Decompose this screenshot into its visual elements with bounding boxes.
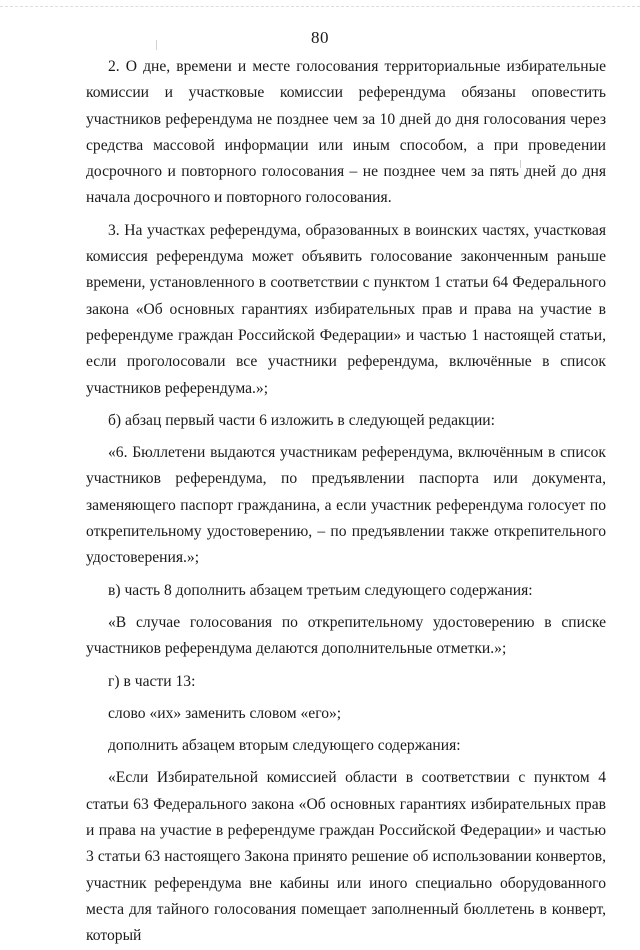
paragraph-word-replace: слово «их» заменить словом «его»;: [108, 704, 342, 722]
paragraph-clause-2: 2. О дне, времени и месте голосования территориальные избирательные комиссии и участковые комиссии референдума обязаны оповестить участников референдума не позднее чем за 10 дней до дня голосования через средства массовой информации или иным способом, а при проведении досрочного и повторного голосования – не позднее чем за пять дней до дня начала досрочного и повторного голосования.: [86, 58, 606, 207]
paragraph-clause-3: 3. На участках референдума, образованных в воинских частях, участковая комиссия референдума может объявить голосование законченным раньше времени, установленного в соответствии с пунктом 1 статьи 64 Федерального закона «Об основных гарантиях избирательных прав и права на участие в референдуме граждан Российской Федерации» и частью 1 настоящей статьи, если проголосовали все участники референдума, включённые в список участников референдума.»;: [86, 221, 606, 397]
paragraph-amendment-b: б) абзац первый части 6 изложить в следующей редакции:: [108, 411, 495, 429]
page-number: 80: [311, 28, 329, 47]
paragraph-amendment-g: г) в части 13:: [108, 672, 196, 690]
scan-top-edge: [0, 6, 640, 8]
paragraph-amendment-v: в) часть 8 дополнить абзацем третьим следующего содержания:: [108, 581, 533, 599]
paragraph-absentee-note: «В случае голосования по открепительному удостоверению в списке участников референдума делаются дополнительные отметки.»;: [86, 613, 606, 658]
paragraph-envelope-rule: «Если Избирательной комиссией области в соответствии с пунктом 4 статьи 63 Федерального закона «Об основных гарантиях избирательных прав и права на участие в референдуме граждан Российской Федерации» и частью 3 статьи 63 настоящего Закона принято решение об использовании конвертов, участник референдума вне кабины или иного специально оборудованного места для тайного голосования помещает заполненный бюллетень в конверт, который: [86, 769, 606, 945]
paragraph-clause-6: «6. Бюллетени выдаются участникам референдума, включённым в список участников референдума, по предъявлении паспорта или документа, заменяющего паспорт гражданина, а если участник референдума голосует по открепительному удостоверению, – по предъявлении также открепительного удостоверения.»;: [86, 444, 606, 567]
paragraph-add-second-abzac: дополнить абзацем вторым следующего содержания:: [108, 737, 461, 755]
document-body: [86, 54, 606, 950]
